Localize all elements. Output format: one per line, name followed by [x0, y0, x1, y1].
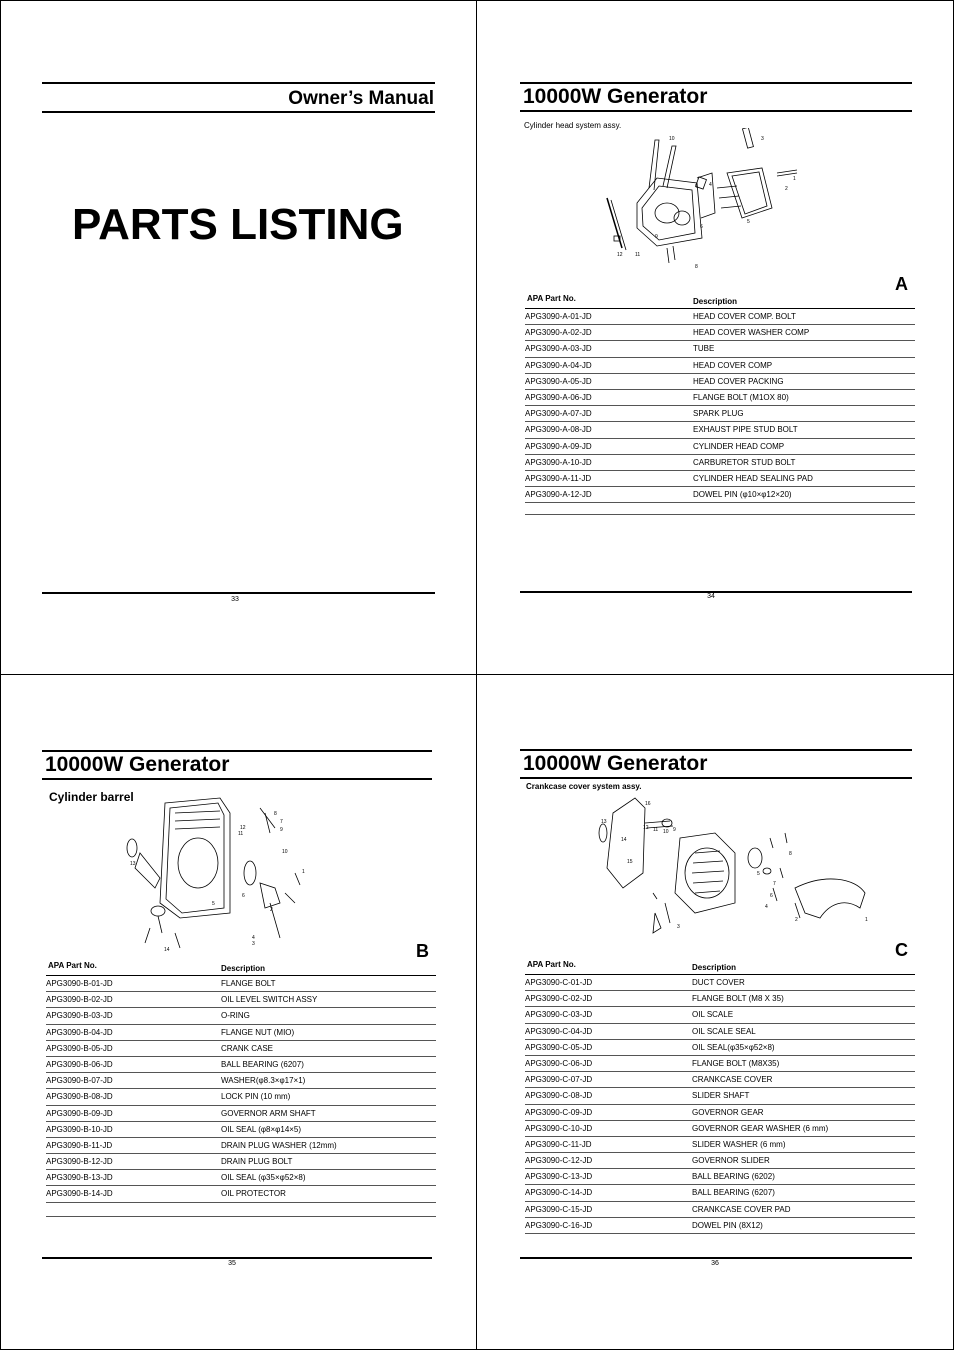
table-row — [525, 1056, 915, 1072]
part-description: EXHAUST PIPE STUD BOLT — [693, 425, 798, 435]
svg-text:9: 9 — [280, 827, 283, 833]
part-number: APG3090-B-13-JD — [46, 1173, 113, 1183]
table-row — [46, 1089, 436, 1105]
header-description: Description — [693, 297, 738, 306]
part-number: APG3090-B-05-JD — [46, 1043, 113, 1053]
svg-text:11: 11 — [238, 831, 244, 837]
title-rule-bottom — [520, 777, 912, 779]
svg-text:1: 1 — [793, 176, 796, 182]
table-row — [525, 1105, 915, 1121]
table-row — [525, 487, 915, 503]
svg-text:11: 11 — [635, 252, 641, 258]
svg-text:12: 12 — [617, 252, 623, 258]
table-row — [46, 1008, 436, 1024]
part-description: BALL BEARING (6207) — [692, 1188, 775, 1198]
part-number: APG3090-C-13-JD — [525, 1172, 593, 1182]
section-title: 10000W Generator — [45, 753, 230, 776]
part-description: FLANGE BOLT (M8X35) — [692, 1058, 780, 1068]
table-row — [525, 975, 915, 991]
svg-text:4: 4 — [765, 904, 768, 910]
section-letter: A — [895, 274, 908, 294]
svg-text:15: 15 — [627, 859, 633, 865]
part-description: DRAIN PLUG WASHER (12mm) — [221, 1140, 337, 1150]
part-description: DOWEL PIN (8X12) — [692, 1220, 763, 1230]
svg-text:2: 2 — [795, 917, 798, 923]
svg-text:3: 3 — [761, 136, 764, 142]
part-description: GOVERNOR ARM SHAFT — [221, 1108, 316, 1118]
svg-text:11: 11 — [653, 827, 659, 833]
svg-text:1: 1 — [302, 869, 305, 875]
part-description: CRANK CASE — [221, 1043, 274, 1053]
part-description: CYLINDER HEAD SEALING PAD — [693, 473, 813, 483]
svg-text:8: 8 — [695, 264, 698, 270]
part-description: DOWEL PIN (φ10×φ12×20) — [693, 490, 792, 500]
table-row — [525, 1153, 915, 1169]
part-number: APG3090-C-12-JD — [525, 1156, 593, 1166]
table-row — [525, 1137, 915, 1153]
svg-text:10: 10 — [282, 849, 288, 855]
part-description: HEAD COVER PACKING — [693, 376, 784, 386]
section-caption: Crankcase cover system assy. — [526, 782, 642, 791]
page-cover — [0, 0, 476, 674]
footer-rule — [42, 592, 435, 594]
part-number: APG3090-C-06-JD — [525, 1058, 593, 1068]
part-number: APG3090-C-16-JD — [525, 1220, 593, 1230]
table-row — [46, 1138, 436, 1154]
part-description: SPARK PLUG — [693, 409, 744, 419]
svg-text:8: 8 — [274, 811, 277, 817]
part-description: DRAIN PLUG BOLT — [221, 1157, 293, 1167]
table-row — [525, 1024, 915, 1040]
table-row — [46, 1154, 436, 1170]
part-number: APG3090-A-07-JD — [525, 409, 592, 419]
table-row — [525, 390, 915, 406]
table-row — [525, 374, 915, 390]
part-number: APG3090-A-05-JD — [525, 376, 592, 386]
table-row — [525, 358, 915, 374]
part-number: APG3090-C-14-JD — [525, 1188, 593, 1198]
svg-text:12: 12 — [643, 825, 649, 831]
section-caption: Cylinder head system assy. — [524, 121, 622, 130]
part-description: SLIDER SHAFT — [692, 1091, 750, 1101]
part-description: TUBE — [693, 344, 715, 354]
page-section-b — [0, 675, 476, 1349]
table-row — [525, 1040, 915, 1056]
svg-text:13: 13 — [601, 819, 607, 825]
table-row — [525, 1185, 915, 1201]
part-number: APG3090-C-02-JD — [525, 994, 593, 1004]
title-rule-top — [520, 749, 912, 751]
part-description: OIL PROTECTOR — [221, 1189, 286, 1199]
part-number: APG3090-C-10-JD — [525, 1123, 593, 1133]
table-row — [525, 455, 915, 471]
part-number: APG3090-A-08-JD — [525, 425, 592, 435]
title-rule-top — [42, 750, 432, 752]
part-number: APG3090-C-07-JD — [525, 1075, 593, 1085]
svg-text:4: 4 — [252, 935, 255, 941]
svg-text:13: 13 — [130, 861, 136, 867]
svg-text:7: 7 — [773, 881, 776, 887]
part-number: APG3090-A-02-JD — [525, 328, 592, 338]
part-description: GOVERNOR SLIDER — [692, 1156, 770, 1166]
page-number: 36 — [711, 1260, 719, 1267]
table-row — [525, 422, 915, 438]
part-description: FLANGE NUT (MIO) — [221, 1027, 295, 1037]
part-description: HEAD COVER COMP — [693, 360, 773, 370]
svg-text:2: 2 — [270, 907, 273, 913]
parts-table — [46, 959, 436, 1203]
table-row — [525, 1169, 915, 1185]
svg-text:1: 1 — [865, 917, 868, 923]
part-description: FLANGE BOLT — [221, 979, 276, 988]
exploded-diagram-cylinder-head — [597, 128, 817, 278]
page-number: 35 — [228, 1260, 236, 1267]
part-number: APG3090-A-06-JD — [525, 392, 592, 402]
svg-text:5: 5 — [757, 871, 760, 877]
part-number: APG3090-B-07-JD — [46, 1076, 113, 1086]
table-row — [525, 406, 915, 422]
table-row — [525, 1007, 915, 1023]
header-rule-bottom — [42, 111, 435, 113]
table-header — [525, 958, 915, 975]
section-caption: Cylinder barrel — [49, 790, 134, 804]
svg-text:12: 12 — [240, 825, 246, 831]
page-number: 33 — [231, 596, 239, 603]
footer-rule — [520, 1257, 912, 1259]
part-number: APG3090-B-03-JD — [46, 1011, 113, 1021]
part-description: GOVERNOR GEAR — [692, 1107, 764, 1117]
table-row — [525, 1121, 915, 1137]
table-row — [46, 976, 436, 992]
header-part-no: APA Part No. — [48, 961, 97, 970]
part-number: APG3090-C-05-JD — [525, 1042, 593, 1052]
part-description: OIL LEVEL SWITCH ASSY — [221, 995, 318, 1005]
table-row — [525, 341, 915, 357]
svg-text:3: 3 — [252, 941, 255, 947]
svg-text:14: 14 — [164, 947, 170, 953]
exploded-diagram-cylinder-barrel — [120, 793, 320, 958]
part-description: CARBURETOR STUD BOLT — [693, 457, 796, 467]
part-description: BALL BEARING (6207) — [221, 1059, 304, 1069]
svg-text:9: 9 — [673, 827, 676, 833]
part-number: APG3090-B-10-JD — [46, 1124, 113, 1134]
part-number: APG3090-B-09-JD — [46, 1108, 113, 1118]
part-number: APG3090-B-11-JD — [46, 1140, 113, 1150]
table-row — [46, 1106, 436, 1122]
page-section-a — [477, 0, 953, 674]
svg-text:16: 16 — [645, 801, 651, 807]
manual-header: Owner’s Manual — [288, 88, 434, 109]
table-row — [525, 1218, 915, 1234]
header-part-no: APA Part No. — [527, 294, 576, 303]
part-number: APG3090-A-12-JD — [525, 490, 592, 500]
table-row — [46, 1057, 436, 1073]
table-row — [46, 1122, 436, 1138]
table-row — [525, 1072, 915, 1088]
part-description: HEAD COVER WASHER COMP — [693, 328, 810, 338]
table-header — [46, 959, 436, 976]
part-description: OIL SCALE SEAL — [692, 1026, 756, 1036]
header-description: Description — [221, 964, 266, 973]
part-description: O-RING — [221, 1011, 250, 1021]
title-rule-bottom — [520, 110, 912, 112]
table-row — [46, 1041, 436, 1057]
part-number: APG3090-A-04-JD — [525, 360, 592, 370]
svg-text:10: 10 — [669, 136, 675, 142]
table-end-rule — [525, 514, 915, 515]
part-description: LOCK PIN (10 mm) — [221, 1092, 291, 1102]
part-number: APG3090-B-14-JD — [46, 1189, 113, 1199]
header-part-no: APA Part No. — [527, 960, 576, 969]
part-number: APG3090-A-01-JD — [525, 312, 592, 321]
svg-text:3: 3 — [677, 924, 680, 930]
table-row — [46, 1025, 436, 1041]
part-description: OIL SEAL (φ35×φ52×8) — [221, 1173, 306, 1183]
part-number: APG3090-A-03-JD — [525, 344, 592, 354]
part-number: APG3090-C-04-JD — [525, 1026, 593, 1036]
svg-text:14: 14 — [621, 837, 627, 843]
section-title: 10000W Generator — [523, 85, 708, 108]
table-row — [46, 1186, 436, 1202]
part-number: APG3090-B-02-JD — [46, 995, 113, 1005]
parts-table — [525, 958, 915, 1234]
title-rule-top — [520, 82, 912, 84]
svg-text:5: 5 — [747, 219, 750, 225]
table-row — [525, 471, 915, 487]
part-number: APG3090-B-12-JD — [46, 1157, 113, 1167]
table-row — [525, 439, 915, 455]
part-number: APG3090-C-08-JD — [525, 1091, 593, 1101]
exploded-diagram-crankcase-cover — [595, 793, 875, 948]
part-description: CYLINDER HEAD COMP — [693, 441, 785, 451]
svg-text:5: 5 — [212, 901, 215, 907]
table-row — [46, 1073, 436, 1089]
part-number: APG3090-C-01-JD — [525, 978, 593, 987]
section-letter: B — [416, 941, 429, 961]
part-description: OIL SEAL(φ35×φ52×8) — [692, 1042, 775, 1052]
table-row — [46, 992, 436, 1008]
table-row — [525, 1202, 915, 1218]
section-title: 10000W Generator — [523, 752, 708, 775]
section-letter: C — [895, 940, 908, 960]
part-number: APG3090-B-06-JD — [46, 1059, 113, 1069]
svg-text:7: 7 — [695, 184, 698, 190]
part-description: FLANGE BOLT (M8 X 35) — [692, 994, 784, 1004]
part-number: APG3090-A-11-JD — [525, 473, 592, 483]
part-description: WASHER(φ8.3×φ17×1) — [221, 1076, 306, 1086]
part-description: CRANKCASE COVER PAD — [692, 1204, 791, 1214]
svg-text:2: 2 — [785, 186, 788, 192]
part-description: GOVERNOR GEAR WASHER (6 mm) — [692, 1123, 829, 1133]
part-number: APG3090-C-15-JD — [525, 1204, 593, 1214]
part-number: APG3090-B-01-JD — [46, 979, 113, 988]
part-description: BALL BEARING (6202) — [692, 1172, 775, 1182]
svg-text:7: 7 — [280, 819, 283, 825]
svg-text:4: 4 — [709, 182, 712, 188]
table-row — [525, 1088, 915, 1104]
svg-text:9: 9 — [655, 234, 658, 240]
header-rule — [42, 82, 435, 84]
table-row — [525, 309, 915, 325]
part-description: DUCT COVER — [692, 978, 745, 987]
table-row — [525, 991, 915, 1007]
svg-text:10: 10 — [663, 829, 669, 835]
part-number: APG3090-A-09-JD — [525, 441, 592, 451]
part-description: FLANGE BOLT (M1OX 80) — [693, 392, 789, 402]
part-description: SLIDER WASHER (6 mm) — [692, 1139, 786, 1149]
part-description: OIL SCALE — [692, 1010, 734, 1020]
part-number: APG3090-C-09-JD — [525, 1107, 593, 1117]
table-row — [525, 325, 915, 341]
footer-rule — [42, 1257, 432, 1259]
page-number: 34 — [707, 593, 715, 600]
table-end-rule — [46, 1216, 436, 1217]
part-number: APG3090-A-10-JD — [525, 457, 592, 467]
part-number: APG3090-B-04-JD — [46, 1027, 113, 1037]
svg-text:8: 8 — [789, 851, 792, 857]
table-header — [525, 292, 915, 309]
svg-text:6: 6 — [700, 224, 703, 230]
cover-title: PARTS LISTING — [72, 200, 404, 249]
part-description: HEAD COVER COMP. BOLT — [693, 312, 796, 321]
svg-text:6: 6 — [770, 893, 773, 899]
svg-text:6: 6 — [242, 893, 245, 899]
title-rule-bottom — [42, 778, 432, 780]
header-description: Description — [692, 963, 737, 972]
part-number: APG3090-C-11-JD — [525, 1139, 592, 1149]
part-description: CRANKCASE COVER — [692, 1075, 773, 1085]
table-row — [46, 1170, 436, 1186]
part-number: APG3090-C-03-JD — [525, 1010, 593, 1020]
part-number: APG3090-B-08-JD — [46, 1092, 113, 1102]
part-description: OIL SEAL (φ8×φ14×5) — [221, 1124, 302, 1134]
page-section-c — [477, 675, 953, 1349]
parts-table — [525, 292, 915, 503]
